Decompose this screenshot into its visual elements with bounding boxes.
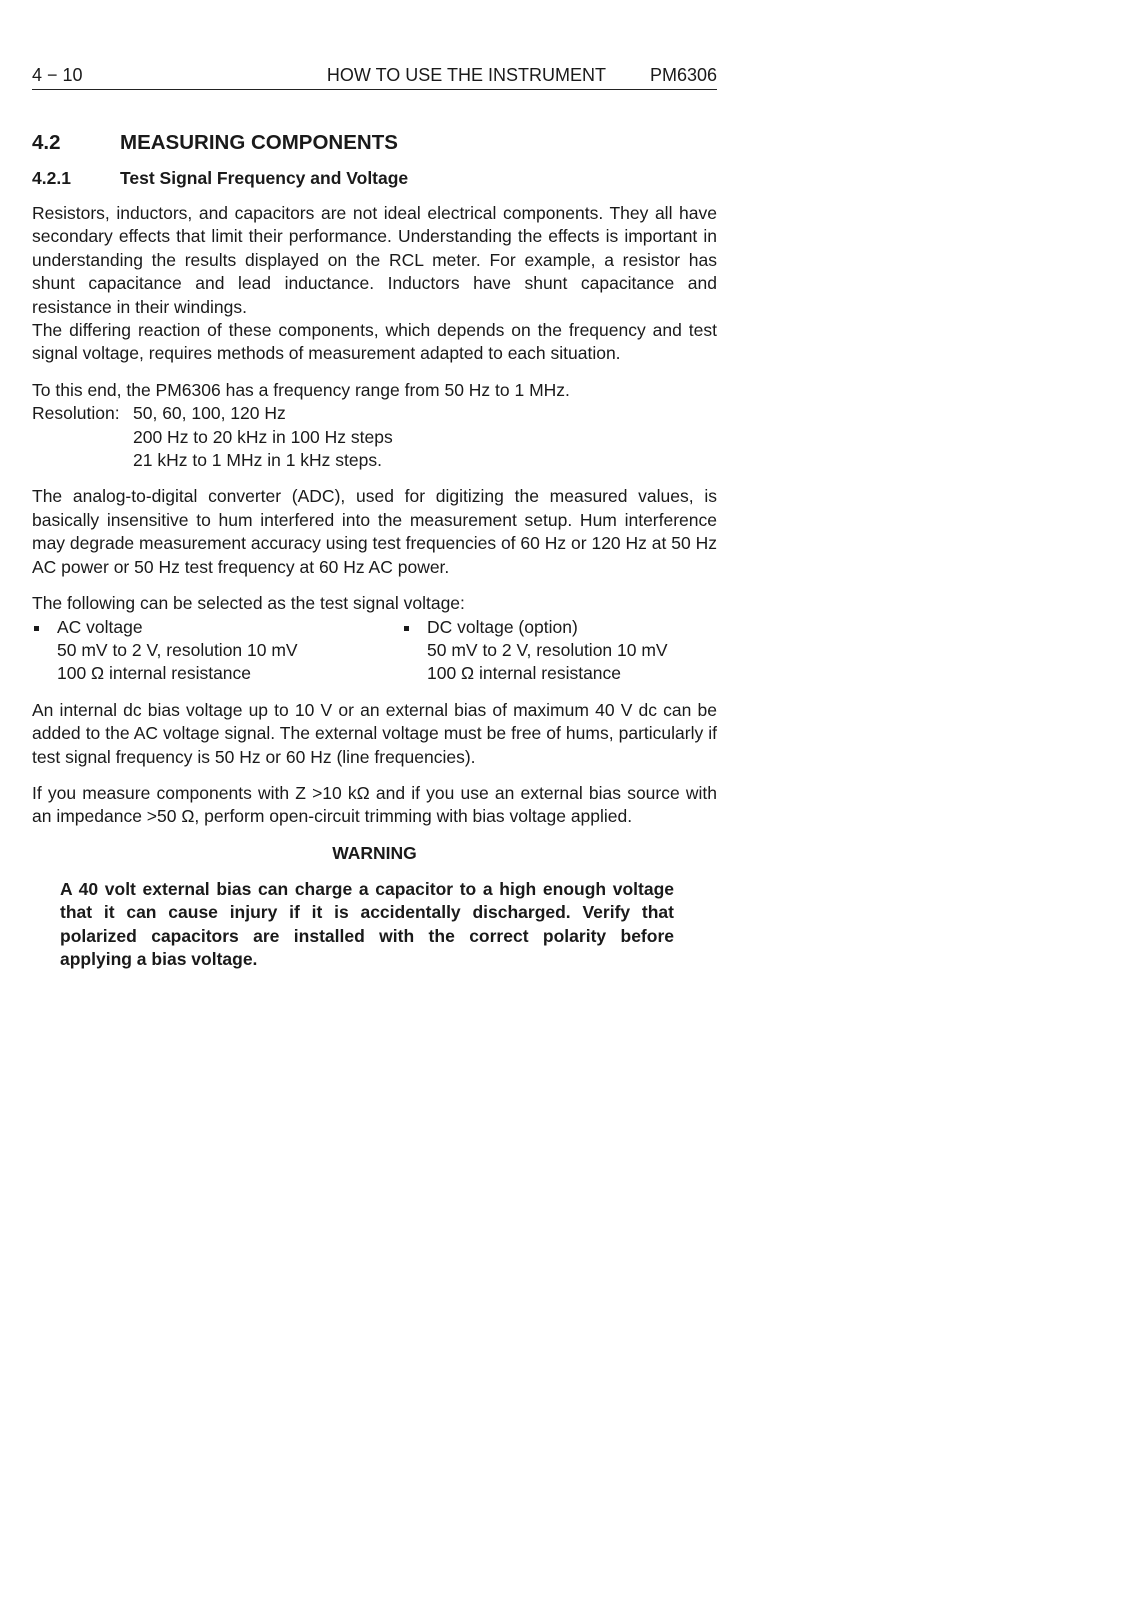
paragraph-bias: An internal dc bias voltage up to 10 V or an external bias of maximum 40 V dc can be added to the AC voltage signal. The external voltage must be free of hums, particularly if test signal frequency is 50 Hz or 60 Hz (line frequencies).: [32, 699, 717, 767]
bullet-icon: [402, 616, 427, 639]
voltage-option-resistance: 100 Ω internal resistance: [57, 663, 252, 684]
resolution-line: 200 Hz to 20 kHz in 100 Hz steps: [133, 426, 393, 447]
section-number: 4.2: [32, 131, 61, 154]
resolution-label: Resolution:: [32, 403, 120, 424]
voltage-option-range: 50 mV to 2 V, resolution 10 mV: [57, 639, 298, 660]
voltage-option-dc: [402, 616, 717, 686]
resolution-block: [32, 402, 717, 472]
resolution-values: [133, 402, 393, 472]
voltage-option-ac: [32, 616, 402, 686]
resolution-line: 50, 60, 100, 120 Hz: [133, 403, 286, 424]
page-header: [32, 64, 717, 90]
bullet-icon: [32, 616, 57, 639]
section-title: MEASURING COMPONENTS: [120, 131, 398, 154]
paragraph-intro: Resistors, inductors, and capacitors are not ideal electrical components. They all have secondary effects that limit their performance. Understanding the effects is important in understanding the results displayed on the RCL meter. For example, a resistor has shunt capacitance and lead inductance. Inductors have shunt capacitance and resistance in their windings.: [32, 203, 717, 317]
paragraph-frequency-range: To this end, the PM6306 has a frequency range from 50 Hz to 1 MHz.: [32, 379, 570, 400]
voltage-options: [32, 616, 717, 686]
manual-page: [32, 64, 717, 971]
subsection-heading: [32, 166, 717, 190]
warning-text: A 40 volt external bias can charge a capacitor to a high enough voltage that it can cause injury if it is accidentally discharged. Verify that polarized capacitors are installed with the correct polarity before applying a bias voltage.: [60, 878, 674, 969]
paragraph-voltage-intro: The following can be selected as the test signal voltage:: [32, 593, 465, 614]
header-section-title: HOW TO USE THE INSTRUMENT: [326, 65, 606, 85]
voltage-option-title: AC voltage: [57, 616, 143, 637]
subsection-title: Test Signal Frequency and Voltage: [120, 168, 409, 188]
paragraph-impedance: If you measure components with Z >10 kΩ and if you use an external bias source with an impedance >50 Ω, perform open-circuit trimming with bias voltage applied.: [32, 782, 717, 827]
subsection-number: 4.2.1: [32, 168, 71, 188]
voltage-option-title: DC voltage (option): [427, 616, 578, 637]
voltage-option-resistance: 100 Ω internal resistance: [427, 663, 622, 684]
voltage-option-range: 50 mV to 2 V, resolution 10 mV: [427, 639, 668, 660]
paragraph-reaction: The differing reaction of these components, which depends on the frequency and test signal voltage, requires methods of measurement adapted to each situation.: [32, 320, 717, 364]
page-number: 4 − 10: [32, 65, 83, 85]
warning-title: WARNING: [332, 842, 417, 863]
header-model: PM6306: [649, 65, 717, 85]
resolution-line: 21 kHz to 1 MHz in 1 kHz steps.: [133, 450, 382, 471]
paragraph-adc: The analog-to-digital converter (ADC), used for digitizing the measured values, is basically insensitive to hum interfered into the measurement setup. Hum interference may degrade measurement accuracy using test frequencies of 60 Hz or 120 Hz at 50 Hz AC power or 50 Hz test frequency at 60 Hz AC power.: [32, 486, 717, 577]
section-heading: [32, 130, 717, 156]
